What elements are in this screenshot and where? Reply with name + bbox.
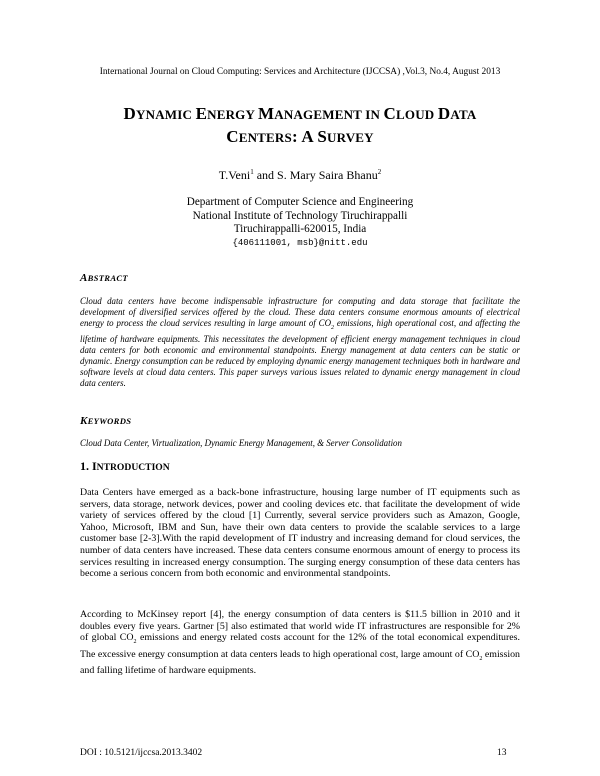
keywords-heading: KEYWORDS [80, 415, 132, 427]
abstract-text: Cloud data centers have become indispensable infrastructure for computing and data storage that facilitate the development of diversified services offered by the cloud. These data centers consume enormous amounts of electrical energy to process the cloud services resulting in large amount of $CO_2$ emissions, high operational cost, and affecting the lifetime of hardware equipments. This necessitates the development of efficient energy management techniques in cloud data centers for both economic and environmental standpoints. Energy management at data centers can be static or dynamic. Energy consumption can be reduced by employing dynamic energy management techniques both in hardware and software levels at cloud data centers. This paper surveys various issues related to dynamic energy management in cloud data centers. [80, 296, 520, 388]
intro-paragraph-2: According to McKinsey report [4], the energy consumption of data centers is $11.5 billion in 2010 and it doubles every five years. Gartner [5] also estimated that world wide IT infrastructures are responsible for 2% of global $CO_2$ emissions and energy related costs account for the 12% of the total economical expenditures. The excessive energy consumption at data centers leads to high operational cost, large amount of $CO_2$ emission and falling lifetime of hardware equipments. [80, 609, 520, 677]
department: Department of Computer Science and Engineering [186, 196, 414, 208]
introduction-heading: 1. INTRODUCTION [80, 459, 170, 473]
email: {406111001, msb}@nitt.edu [232, 237, 368, 248]
page-number: 13 [497, 748, 507, 758]
abstract-heading: ABSTRACT [80, 272, 128, 284]
institute: National Institute of Technology Tiruchirappalli [192, 209, 408, 222]
author-list: T.Veni$^1$ and S. Mary Saira Bhanu$^2$ [218, 168, 382, 182]
title-line-1: DYNAMIC ENERGY MANAGEMENT IN CLOUD DATA [123, 104, 477, 123]
intro-paragraph-1: Data Centers have emerged as a back-bone infrastructure, housing large number of IT equipments such as servers, data storage, network devices, power and cooling devices etc. that facilitate the development of wide variety of services offered by the cloud [1] Currently, several service providers such as Amazon, Google, Yahoo, Microsoft, IBM and Sun, have their own data centers to provide the scalable services to a large customer base [2-3].With the rapid development of IT industry and increasing demand for cloud services, the number of data centers have increased. These data centers consume enormous amount of energy to process its services resulting in increased energy consumption. The surging energy consumption of these data centers has become a serious concern from both economic and environmental standpoints. [80, 487, 520, 580]
keywords-text: Cloud Data Center, Virtualization, Dynamic Energy Management, & Server Consolidation [80, 438, 402, 448]
city: Tiruchirappalli-620015, India [233, 223, 367, 235]
paper-title [60, 103, 540, 149]
doi-footer: DOI : 10.5121/ijccsa.2013.3402 [80, 748, 203, 758]
journal-header: International Journal on Cloud Computing: Services and Architecture (IJCCSA) ,Vol.3, No.4, August 2013 [99, 67, 501, 77]
affiliation [0, 196, 600, 250]
title-line-2: CENTERS: A SURVEY [226, 127, 374, 146]
author-1: T.Veni [218, 168, 251, 182]
author-2: S. Mary Saira Bhanu [277, 168, 378, 182]
